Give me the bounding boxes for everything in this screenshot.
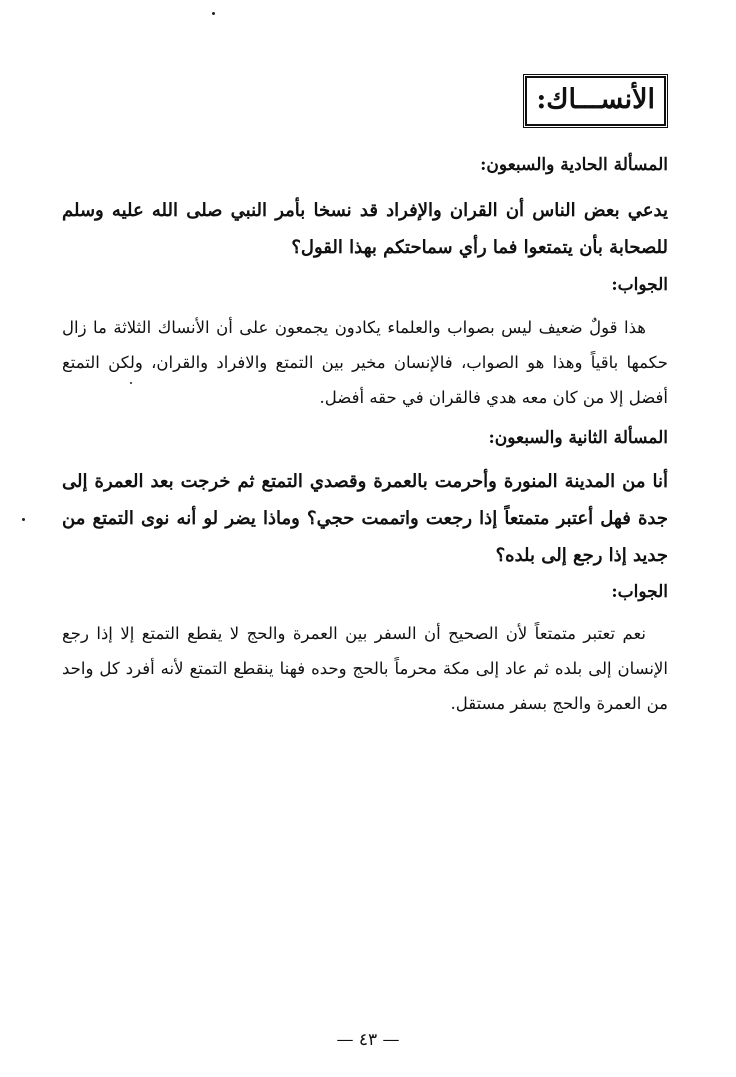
section-title-box: [523, 74, 668, 128]
page-number: — ٤٣ —: [336, 1030, 400, 1050]
answer-72-text: نعم تعتبر متمتعاً لأن الصحيح أن السفر بين العمرة والحج لا يقطع التمتع إلا إذا رجع الإنسان إلى بلده ثم عاد إلى مكة محرماً بالحج وحده فهنا ينقطع التمتع لأنه أفرد كل واحد من العمرة والحج بسفر مستقل.: [62, 624, 668, 713]
question-72-text: أنا من المدينة المنورة وأحرمت بالعمرة وقصدي التمتع ثم خرجت بعد العمرة إلى جدة فهل أعتبر متمتعاً إذا رجعت واتممت حجي؟ وماذا يضر لو أنه نوى التمتع من جديد إذا رجع إلى بلده؟: [62, 471, 668, 566]
scan-speck: [22, 518, 25, 521]
section-title: الأنســـاك:: [536, 84, 655, 115]
question-71-heading: المسألة الحادية والسبعون:: [480, 155, 668, 175]
question-71-text: يدعي بعض الناس أن القران والإفراد قد نسخا بأمر النبي صلى الله عليه وسلم للصحابة بأن يتمتعوا فما رأي سماحتكم بهذا القول؟: [62, 200, 668, 258]
answer-71-text: هذا قولٌ ضعيف ليس بصواب والعلماء يكادون يجمعون على أن الأنساك الثلاثة ما زال حكمها باقياً وهذا هو الصواب، فالإنسان مخير بين التمتع والافراد والقران، ولكن التمتع أفضل إلا من كان معه هدي فالقران في حقه أفضل.: [62, 318, 668, 407]
answer-72-label: الجواب:: [611, 582, 668, 602]
scan-speck: [212, 12, 215, 15]
scan-speck: [130, 382, 132, 384]
question-72-heading: المسألة الثانية والسبعون:: [488, 428, 668, 448]
answer-71-label: الجواب:: [611, 275, 668, 295]
